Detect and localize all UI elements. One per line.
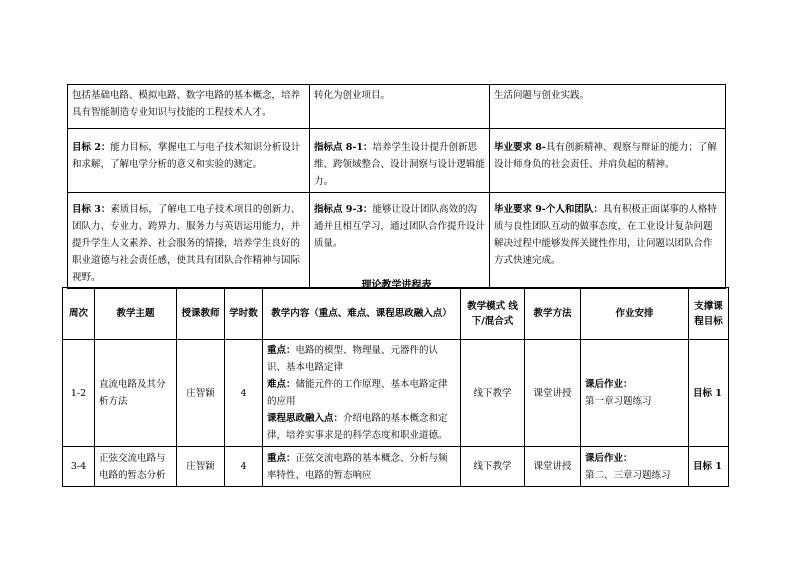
- indicator-3-cell: 指标点 9-3：能够让设计团队高效的沟通并且相互学习，通过团队合作提升设计质量。: [310, 193, 490, 289]
- header-mode: 教学模式 线下/混合式: [461, 288, 525, 340]
- goal-2-cell: 目标 2：能力目标，掌握电工与电子技术知识分析设计和求解，了解电学分析的意义和实验的测定。: [68, 129, 310, 193]
- course-goals-table: [67, 84, 726, 289]
- table-row: [63, 340, 729, 447]
- row-topic: 直流电路及其分析方法: [95, 340, 177, 447]
- row-content: 重点：正弦交流电路的基本概念、分析与频率特性、电路的暂态响应: [263, 447, 461, 487]
- row-goal: 目标 1: [689, 447, 729, 487]
- row-mode: 线下教学: [461, 447, 525, 487]
- header-content: 教学内容（重点、难点、课程思政融入点）: [263, 288, 461, 340]
- table-row: [63, 447, 729, 487]
- row-method: 课堂讲授: [525, 340, 581, 447]
- row-content: 重点：电路的模型、物理量、元器件的认识、基本电路定律 难点：储能元件的工作原理、基本电路定律的应用 课程思政融入点：介绍电路的基本概念和定律，培养实事求是的科学态度和职业道德。: [263, 340, 461, 447]
- goal-row-3: [68, 193, 726, 289]
- row-hours: 4: [225, 340, 263, 447]
- goal-row-2: [68, 129, 726, 193]
- indicator-2-cell: 指标点 8-1：培养学生设计提升创新思维、跨领域整合、设计洞察与设计逻辑能力。: [310, 129, 490, 193]
- indicator-1-cell: 转化为创业项目。: [310, 85, 490, 129]
- header-teacher: 授课教师: [177, 288, 225, 340]
- row-method: 课堂讲授: [525, 447, 581, 487]
- row-topic: 正弦交流电路与电路的暂态分析: [95, 447, 177, 487]
- schedule-header-row: [63, 288, 729, 340]
- row-week: 3-4: [63, 447, 95, 487]
- header-homework: 作业安排: [581, 288, 689, 340]
- row-goal: 目标 1: [689, 340, 729, 447]
- row-mode: 线下教学: [461, 340, 525, 447]
- header-method: 教学方法: [525, 288, 581, 340]
- header-week: 周次: [63, 288, 95, 340]
- requirement-2-cell: 毕业要求 8-具有创新精神、观察与辩证的能力；了解设计师身负的社会责任、并肩负起的精神。: [490, 129, 726, 193]
- requirement-1-cell: 生活问题与创业实践。: [490, 85, 726, 129]
- goal-row-1: [68, 85, 726, 129]
- header-topic: 教学主题: [95, 288, 177, 340]
- requirement-3-cell: 毕业要求 9-个人和团队：具有积极正面谋事的人格特质与良性团队互动的做事态度，在工业设计复杂问题解决过程中能够发挥关键性作用，让问题以团队合作方式快速完成。: [490, 193, 726, 289]
- row-teacher: 庄智颖: [177, 340, 225, 447]
- goal-3-cell: 目标 3：素质目标，了解电工电子技术项目的创新力、团队力、专业力、跨界力、服务力与英语运用能力，并提升学生人文素养、社会服务的情操，培养学生良好的职业道德与社会责任感，使其具有团队合作精神与国际视野。: [68, 193, 310, 289]
- header-hours: 学时数: [225, 288, 263, 340]
- schedule-table: [62, 287, 729, 487]
- goal-1-cell: 包括基础电路、模拟电路、数字电路的基本概念，培养具有智能制造专业知识与技能的工程技术人才。: [68, 85, 310, 129]
- row-homework: 课后作业： 第二、三章习题练习: [581, 447, 689, 487]
- schedule-caption: 理论教学进程表: [361, 280, 432, 291]
- row-teacher: 庄智颖: [177, 447, 225, 487]
- header-goal: 支撑课程目标: [689, 288, 729, 340]
- row-homework: 课后作业： 第一章习题练习: [581, 340, 689, 447]
- row-week: 1-2: [63, 340, 95, 447]
- row-hours: 4: [225, 447, 263, 487]
